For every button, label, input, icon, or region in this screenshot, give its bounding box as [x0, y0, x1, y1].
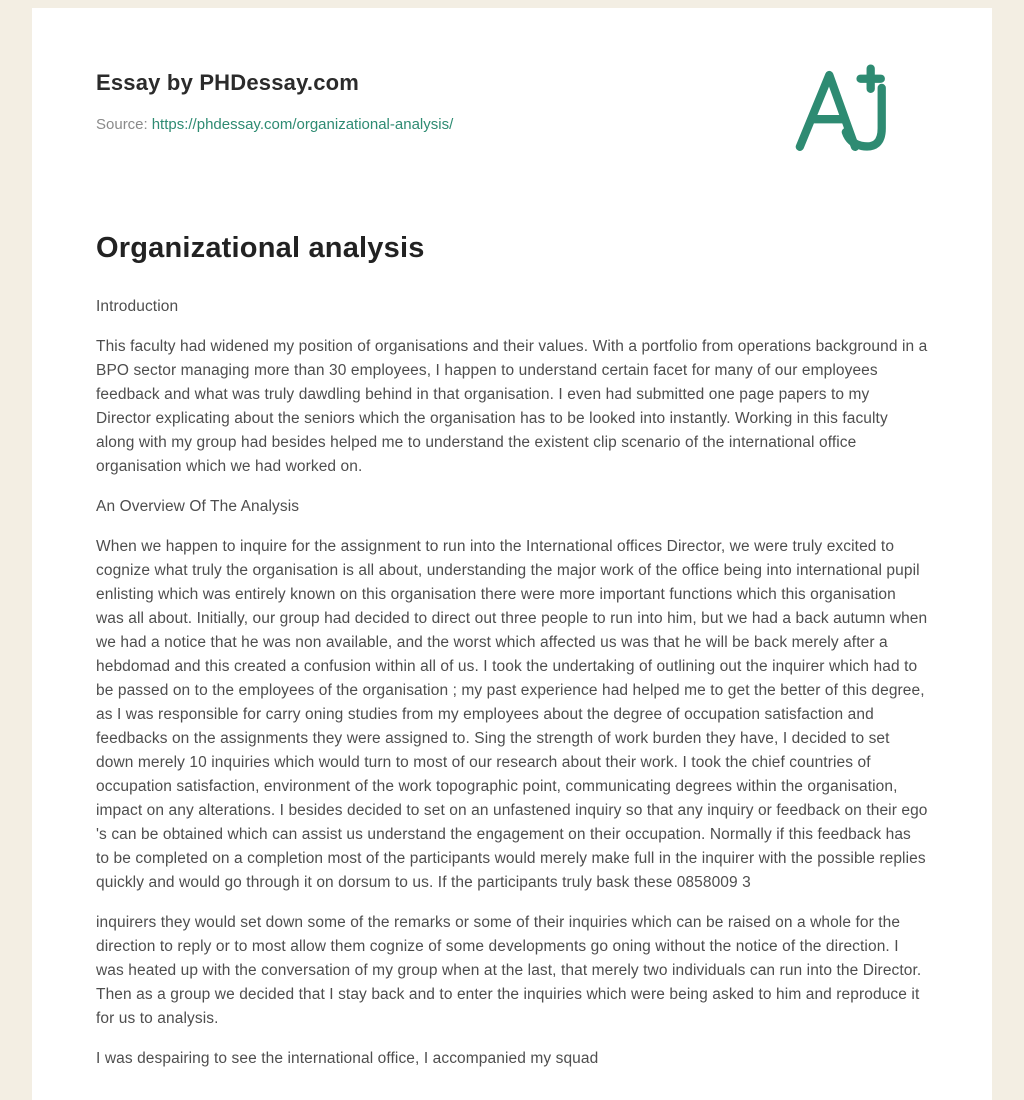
source-link[interactable]: https://phdessay.com/organizational-analysis/ [151, 116, 454, 133]
phdessay-logo-icon [788, 64, 900, 156]
source-label: Source: [96, 116, 148, 133]
essay-title: Organizational analysis [96, 232, 425, 264]
source-line [96, 116, 453, 133]
essay-header [96, 70, 928, 156]
paragraph-overview-heading: An Overview Of The Analysis [96, 498, 300, 515]
header-text [96, 70, 453, 133]
paragraph-introduction: This faculty had widened my position of organisations and their values. With a portfolio from operations background in a BPO sector managing more than 30 employees, I happen to understand certain facet for many of our employees feedback and what was truly dawdling behind in that organisation. I even had submitted one page papers to my Director explicating about the seniors which the organisation has to be looked into instantly. Working in this faculty along with my group had besides helped me to understand the existent clip scenario of the international office organisation which we had worked on. [96, 338, 928, 475]
essay-body [96, 295, 928, 1071]
paragraph-closing: I was despairing to see the international office, I accompanied my squad [96, 1050, 599, 1067]
paragraph-introduction-heading: Introduction [96, 298, 179, 315]
essay-card [32, 8, 992, 1100]
site-title: Essay by PHDessay.com [96, 70, 360, 95]
paragraph-inquirers: inquirers they would set down some of the remarks or some of their inquiries which can be raised on a whole for the direction to reply or to most allow them cognize of some developments go oning without the notice of the direction. I was heated up with the conversation of my group when at the last, that merely two individuals can run into the Director. Then as a group we decided that I stay back and to enter the inquiries which were being asked to him and reproduce it for us to analysis. [96, 914, 922, 1027]
paragraph-analysis: When we happen to inquire for the assignment to run into the International offices Director, we were truly excited to cognize what truly the organisation is all about, understanding the major work of the office being into international pupil enlisting which was entirely known on this organisation there were more important functions which this organisation was all about. Initially, our group had decided to direct out three people to run into him, but we had a back autumn when we had a notice that he was non available, and the worst which affected us was that he will be back merely after a hebdomad and this created a confusion within all of us. I took the undertaking of outlining out the inquirer which had to be passed on to the employees of the organisation ; my past experience had helped me to get the better of this degree, as I was responsible for carry oning studies from my employees about the degree of occupation satisfaction and feedbacks on the assignments they were assigned to. Sing the strength of work burden they have, I decided to set down merely 10 inquiries which would turn to most of our research about their work. I took the chief countries of occupation satisfaction, environment of the work topographic point, communicating degrees within the organisation, impact on any alterations. I besides decided to set on an unfastened inquiry so that any inquiry or feedback on their ego 's can be obtained which can assist us understand the engagement on their occupation. Normally if this feedback has to be completed on a completion most of the participants would merely make full in the inquirer with the possible replies quickly and would go through it on dorsum to us. If the participants truly bask these 0858009 3 [96, 538, 928, 891]
